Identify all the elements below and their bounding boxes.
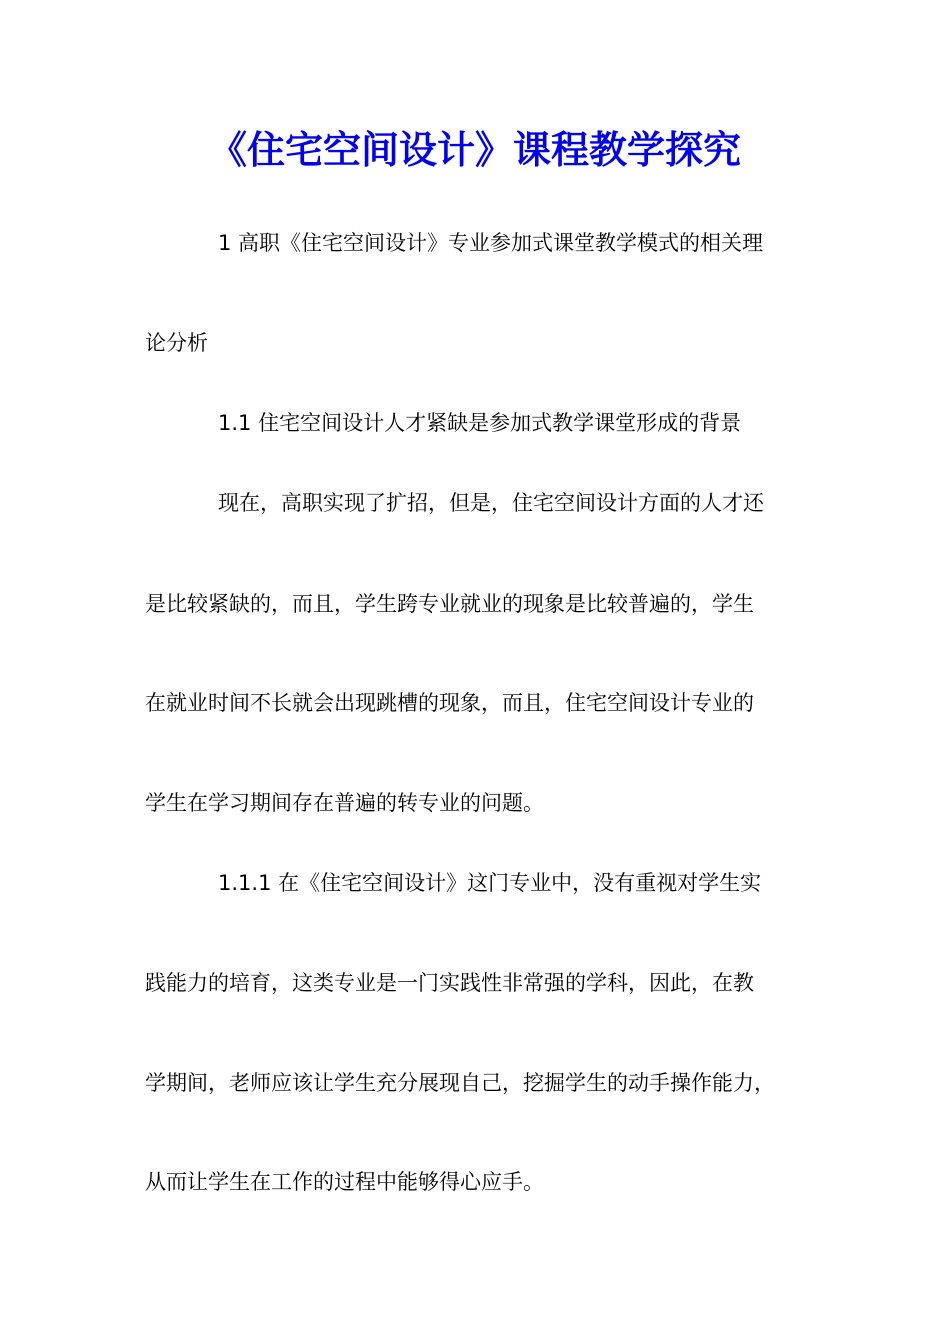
section-heading-1-1: 1.1 住宅空间设计人才紧缺是参加式教学课堂形成的背景 (218, 411, 742, 435)
paragraph-1-line-1: 现在，高职实现了扩招，但是，住宅空间设计方面的人才还 (218, 491, 764, 515)
paragraph-2-line-2: 践能力的培育，这类专业是一门实践性非常强的学科，因此，在教 (145, 971, 754, 995)
paragraph-1-line-2: 是比较紧缺的，而且，学生跨专业就业的现象是比较普遍的，学生 (145, 592, 754, 616)
section-heading-1-line-2: 论分析 (145, 331, 208, 355)
paragraph-2-line-1: 1.1.1 在《住宅空间设计》这门专业中，没有重视对学生实 (218, 871, 762, 895)
paragraph-1-line-4: 学生在学习期间存在普遍的转专业的问题。 (145, 791, 544, 815)
paragraph-2-line-3: 学期间，老师应该让学生充分展现自己，挖掘学生的动手操作能力， (145, 1071, 775, 1095)
paragraph-1-line-3: 在就业时间不长就会出现跳槽的现象，而且，住宅空间设计专业的 (145, 691, 754, 715)
paragraph-2-line-4: 从而让学生在工作的过程中能够得心应手。 (145, 1170, 544, 1194)
section-heading-1-line-1: 1 高职《住宅空间设计》专业参加式课堂教学模式的相关理 (218, 231, 764, 255)
document-title: 《住宅空间设计》课程教学探究 (208, 128, 741, 172)
